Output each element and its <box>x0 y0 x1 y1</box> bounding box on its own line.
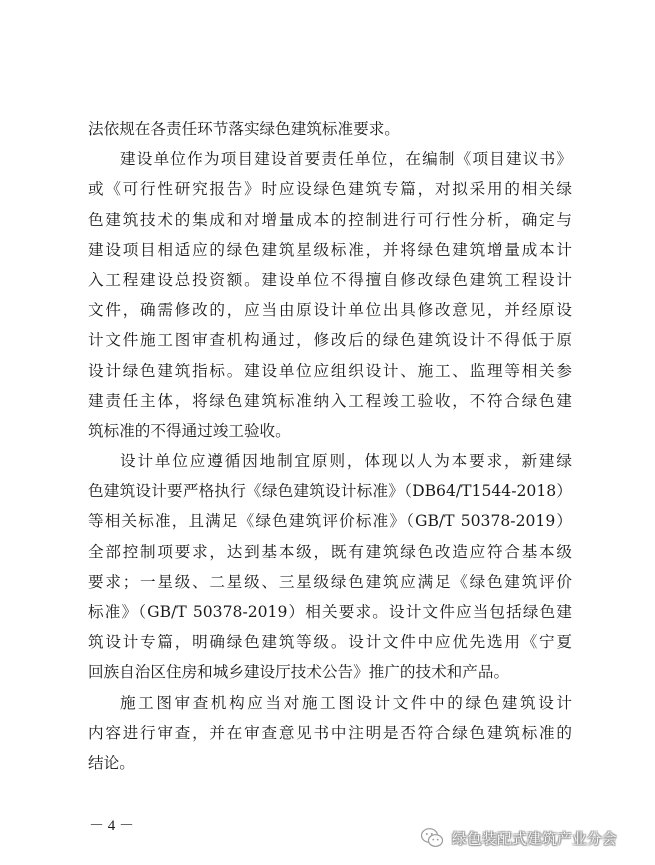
paragraph-line: 建设单位作为项目建设首要责任单位，在编制《项目建议书》 <box>120 150 572 169</box>
paragraph-line: 入工程建设总投资额。建设单位不得擅自修改绿色建筑工程设计 <box>88 270 572 289</box>
paragraph-line: 设计绿色建筑指标。建设单位应组织设计、施工、监理等相关参 <box>88 361 572 380</box>
paragraph-line: 施工图审查机构应当对施工图设计文件中的绿色建筑设计 <box>120 693 572 712</box>
paragraph-line: 标准》（GB/T 50378-2019）相关要求。设计文件应当包括绿色建 <box>88 603 572 621</box>
wechat-icon <box>420 827 444 849</box>
paragraph-line: 色建筑技术的集成和对增量成本的控制进行可行性分析，确定与 <box>88 210 572 229</box>
paragraph-line: 筑设计专篇，明确绿色建筑等级。设计文件中应优先选用《宁夏 <box>88 633 572 652</box>
watermark-text: 绿色装配式建筑产业分会 <box>452 831 617 848</box>
paragraph-line: 色建筑设计要严格执行《绿色建筑设计标准》（DB64/T1544-2018） <box>88 482 572 501</box>
paragraph-line: 或《可行性研究报告》时应设绿色建筑专篇，对拟采用的相关绿 <box>88 180 572 199</box>
paragraph-line: 要求；一星级、二星级、三星级绿色建筑应满足《绿色建筑评价 <box>88 572 572 591</box>
paragraph-line: 法依规在各责任环节落实绿色建筑标准要求。 <box>88 120 400 138</box>
watermark <box>420 826 617 850</box>
paragraph-line: 等相关标准，且满足《绿色建筑评价标准》（GB/T 50378-2019） <box>88 512 572 531</box>
page-number: － 4 － <box>89 818 135 834</box>
paragraph-line: 建责任主体，将绿色建筑标准纳入工程竣工验收，不符合绿色建 <box>88 391 572 410</box>
paragraph-line: 设计单位应遵循因地制宜原则，体现以人为本要求，新建绿 <box>120 452 572 471</box>
paragraph-line: 建设项目相适应的绿色建筑星级标准，并将绿色建筑增量成本计 <box>88 240 572 259</box>
body-text <box>88 114 572 778</box>
paragraph-line: 全部控制项要求，达到基本级，既有建筑绿色改造应符合基本级 <box>88 542 572 561</box>
paragraph-line: 回族自治区住房和城乡建设厅技术公告》推广的技术和产品。 <box>88 663 510 682</box>
paragraph-line: 内容进行审查，并在审查意见书中注明是否符合绿色建筑标准的 <box>88 723 572 742</box>
paragraph-line: 筑标准的不得通过竣工验收。 <box>88 421 291 440</box>
paragraph-line: 结论。 <box>88 753 135 772</box>
paragraph-line: 计文件施工图审查机构通过，修改后的绿色建筑设计不得低于原 <box>88 331 572 350</box>
paragraph-line: 文件，确需修改的，应当由原设计单位出具修改意见，并经原设 <box>88 301 572 320</box>
